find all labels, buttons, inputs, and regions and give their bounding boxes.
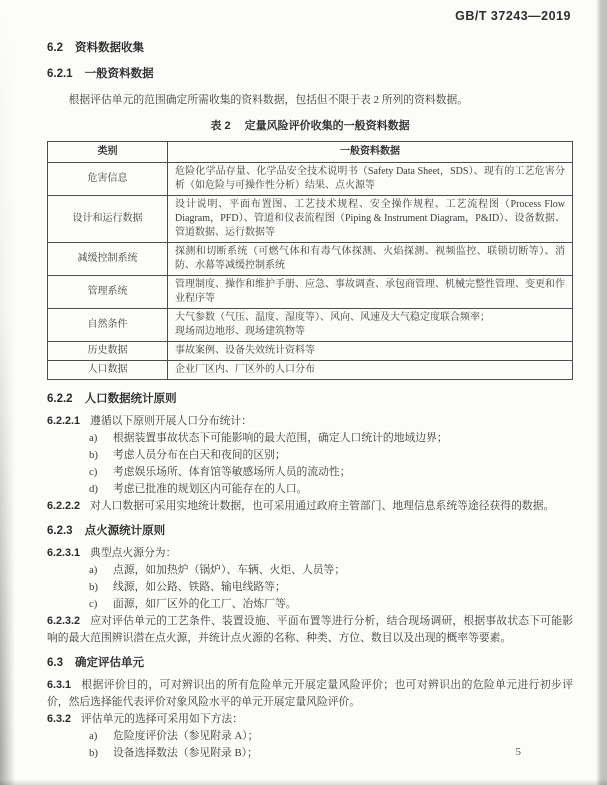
list-6-3-2 [47,728,573,762]
content-cell [168,276,573,309]
paragraph-6-2-3-2 [47,613,573,647]
list-item [89,464,573,481]
category-cell: 历史数据 [48,342,168,361]
cell-text: 大气参数（气压、温度、湿度等）、风向、风速及大气稳定度联合频率； [175,312,490,323]
paragraph-6-2-1: 根据评估单元的范围确定所需收集的资料数据，包括但不限于表 2 所列的资料数据。 [68,94,469,106]
list-item [89,745,573,762]
cell-text: 设计说明、平面布置图、工艺技术规程、安全操作规程、工艺流程图（Process Flow Diagram，PFD）、管道和仪表流程图（Piping & Instrument Diagram，P&ID）、设备数据、管道数据、运行数据等 [175,199,565,238]
table-row [48,361,573,380]
page-number: 5 [515,746,521,758]
table-row [48,243,573,276]
section-number: 6.2.1 [47,68,73,80]
section-number: 6.2.3 [47,525,73,537]
section-title: 点火源统计原则 [84,525,166,537]
section-title: 确定评估单元 [75,657,144,669]
cell-text: 企业厂区内、厂区外的人口分布 [175,364,315,375]
content-cell [168,309,573,342]
column-header-data: 一般资料数据 [168,142,573,163]
section-heading-6-2 [47,40,573,56]
clause-number: 6.2.3.2 [47,615,81,627]
paragraph-6-3-2 [47,711,573,728]
scan-shadow-bottom [0,779,607,785]
list-marker: d) [89,483,98,495]
scan-shadow-right [596,0,607,785]
table-row [48,163,573,196]
list-marker: c) [89,466,98,478]
category-cell: 管理系统 [48,276,168,309]
list-item [89,481,573,498]
cell-text: 危险化学品存量、化学品安全技术说明书（Safety Data Sheet，SDS）、现有的工艺危害分析（如危险与可操作性分析）结果、点火源等 [175,166,565,191]
content-cell [168,243,573,276]
list-6-2-3-1 [47,562,573,613]
category-cell: 自然条件 [48,309,168,342]
clause-text: 应对评估单元的工艺条件、装置设施、平面布置等进行分析，结合现场调研，根据事故状态下可能影响的最大范围辨识潜在点火源，并统计点火源的名称、种类、方位、数目以及出现的概率等要素。 [47,615,573,644]
cell-text: 事故案例、设备失效统计资料等 [175,345,315,356]
section-heading-6-2-3 [47,523,573,539]
table-header-row [48,142,573,163]
clause-text: 遵循以下原则开展人口分布统计： [90,415,252,427]
clause-number: 6.3.2 [47,713,72,725]
clause-text: 根据评价目的，可对辨识出的所有危险单元开展定量风险评价；也可对辨识出的危险单元进行初步评价，然后选择能代表评价对象风险水平的单元开展定量风险评价。 [47,679,573,708]
list-marker: a) [89,730,98,742]
list-item [89,579,573,596]
list-text: 面源，如厂区外的化工厂、冶炼厂等。 [113,598,297,610]
section-heading-6-3 [47,655,573,671]
list-item [89,447,573,464]
list-marker: a) [89,564,98,576]
paragraph-6-2-2-1 [47,413,573,430]
clause-text: 典型点火源分为： [90,547,177,559]
section-heading-6-2-2 [47,391,573,407]
list-item [89,430,573,447]
list-marker: b) [89,449,98,461]
section-number: 6.3 [47,657,63,669]
list-6-2-2-1 [47,430,573,498]
list-text: 线源，如公路、铁路、输电线路等； [113,581,286,593]
standard-number: GB/T 37243—2019 [455,9,571,23]
table-caption-label: 表 2 [210,120,231,132]
list-marker: b) [89,747,98,759]
table-row [48,276,573,309]
table-caption-title: 定量风险评价收集的一般资料数据 [244,120,410,132]
section-number: 6.2.2 [47,393,73,405]
paragraph-6-2-2-2 [47,498,573,515]
list-marker: c) [89,598,98,610]
section-number: 6.2 [47,42,63,54]
content-cell [168,196,573,243]
list-item [89,596,573,613]
list-item [89,728,573,745]
list-text: 危险度评价法（参见附录 A）； [113,730,259,742]
category-cell: 危害信息 [48,163,168,196]
list-text: 根据装置事故状态下可能影响的最大范围，确定人口统计的地域边界； [113,432,448,444]
page-content [47,8,573,762]
clause-number: 6.2.2.2 [47,500,81,512]
table-row [48,342,573,361]
clause-text: 评估单元的选择可采用如下方法： [81,713,243,725]
content-cell [168,342,573,361]
category-cell: 人口数据 [48,361,168,380]
content-cell [168,163,573,196]
category-cell: 减缓控制系统 [48,243,168,276]
cell-text: 探测和切断系统（可燃气体和有毒气体探测、火焰探测、视频监控、联锁切断等）、消防、水幕等减缓控制系统 [175,246,565,271]
section-title: 一般资料数据 [84,68,154,80]
clause-number: 6.3.1 [47,679,72,691]
list-text: 考虑已批准的规划区内可能存在的人口。 [113,483,308,495]
column-header-category: 类别 [48,142,168,163]
list-text: 设备选择数法（参见附录 B）； [113,747,258,759]
table-row [48,196,573,243]
clause-number: 6.2.3.1 [47,547,81,559]
list-text: 考虑娱乐场所、体育馆等敏感场所人员的流动性； [113,466,351,478]
general-data-table [47,141,573,380]
list-marker: b) [89,581,98,593]
paragraph-6-2-3-1 [47,545,573,562]
cell-text: 现场周边地形、现场建筑物等 [175,326,305,337]
paragraph-6-3-1 [47,677,573,711]
section-heading-6-2-1 [47,66,573,82]
list-text: 点源，如加热炉（锅炉）、车辆、火炬、人员等； [113,564,346,576]
list-marker: a) [89,432,98,444]
section-title: 人口数据统计原则 [84,393,177,405]
list-item [89,562,573,579]
clause-number: 6.2.2.1 [47,415,81,427]
cell-text: 管理制度、操作和维护手册、应急、事故调查、承包商管理、机械完整性管理、变更和作业程序等 [175,279,565,304]
scan-shadow-left [0,0,15,785]
clause-text: 对人口数据可采用实地统计数据，也可采用通过政府主管部门、地理信息系统等途径获得的数据。 [90,500,555,512]
category-cell: 设计和运行数据 [48,196,168,243]
list-text: 考虑人员分布在白天和夜间的区别； [113,449,286,461]
section-title: 资料数据收集 [75,42,144,54]
table-caption [47,118,573,135]
table-row [48,309,573,342]
content-cell [168,361,573,380]
